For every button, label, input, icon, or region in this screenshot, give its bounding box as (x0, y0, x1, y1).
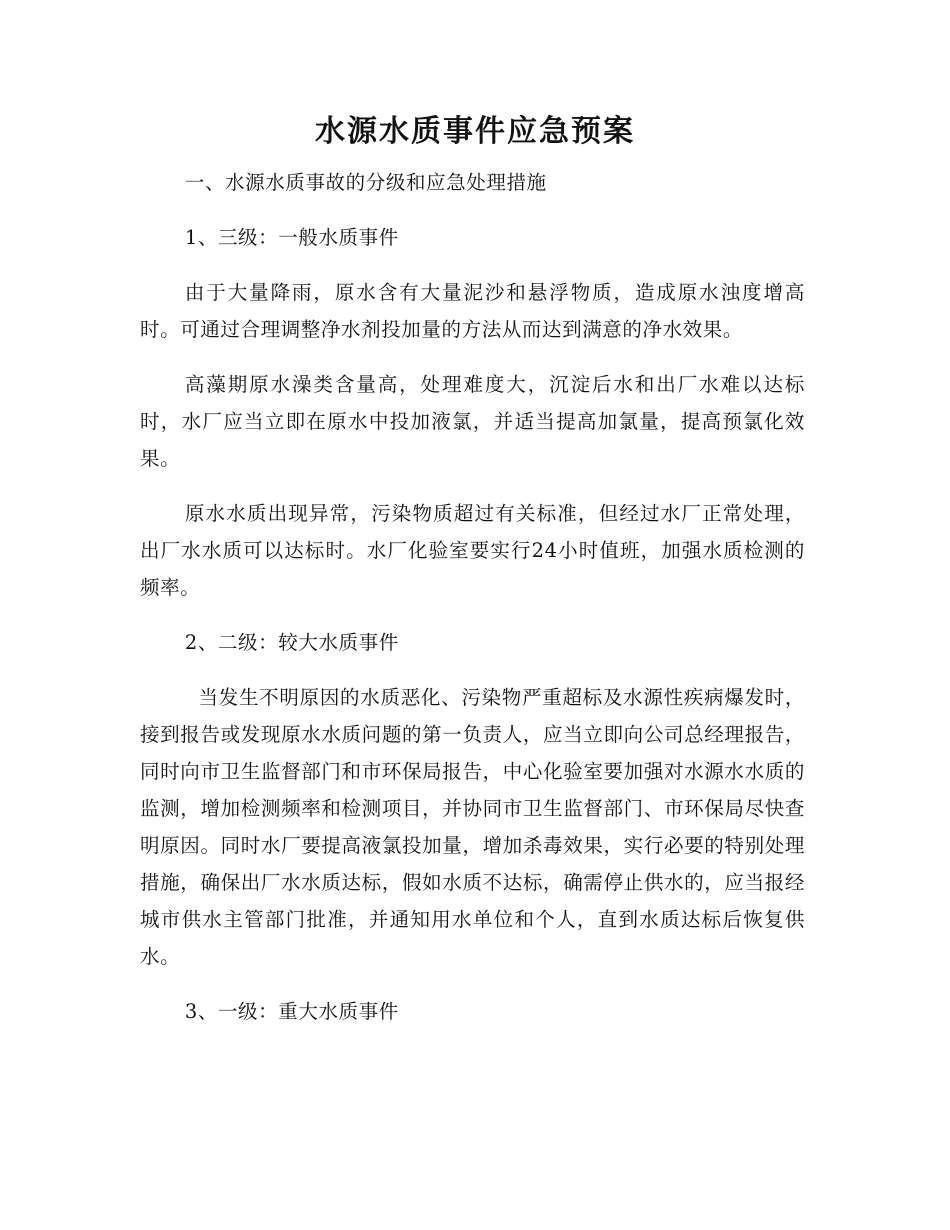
paragraph: 高藻期原水澡类含量高，处理难度大，沉淀后水和出厂水难以达标时，水厂应当立即在原水中投加液氯，并适当提高加氯量，提高预氯化效果。 (140, 373, 805, 470)
subsection-heading: 1、三级：一般水质事件 (184, 226, 399, 249)
paragraph: 当发生不明原因的水质恶化、污染物严重超标及水源性疾病爆发时，接到报告或发现原水水质问题的第一负责人，应当立即向公司总经理报告，同时向市卫生监督部门和市环保局报告，中心化验室要加强对水源水水质的监测，增加检测频率和检测项目，并协同市卫生监督部门、市环保局尽快查明原因。同时水厂要提高液氯投加量，增加杀毒效果，实行必要的特别处理措施，确保出厂水水质达标，假如水质不达标，确需停止供水的，应当报经城市供水主管部门批准，并通知用水单位和个人，直到水质达标后恢复供水。 (140, 686, 805, 968)
document-title: 水源水质事件应急预案 (315, 114, 635, 149)
section-heading: 一、水源水质事故的分级和应急处理措施 (184, 171, 547, 194)
paragraph: 由于大量降雨，原水含有大量泥沙和悬浮物质，造成原水浊度增高时。可通过合理调整净水剂投加量的方法从而达到满意的净水效果。 (140, 281, 805, 341)
subsection-heading: 2、二级：较大水质事件 (184, 631, 399, 654)
document-body (140, 164, 805, 1048)
paragraph: 原水水质出现异常，污染物质超过有关标准，但经过水厂正常处理，出厂水水质可以达标时。水厂化验室要实行24小时值班，加强水质检测的频率。 (140, 502, 805, 599)
subsection-heading: 3、一级：重大水质事件 (184, 1000, 399, 1023)
